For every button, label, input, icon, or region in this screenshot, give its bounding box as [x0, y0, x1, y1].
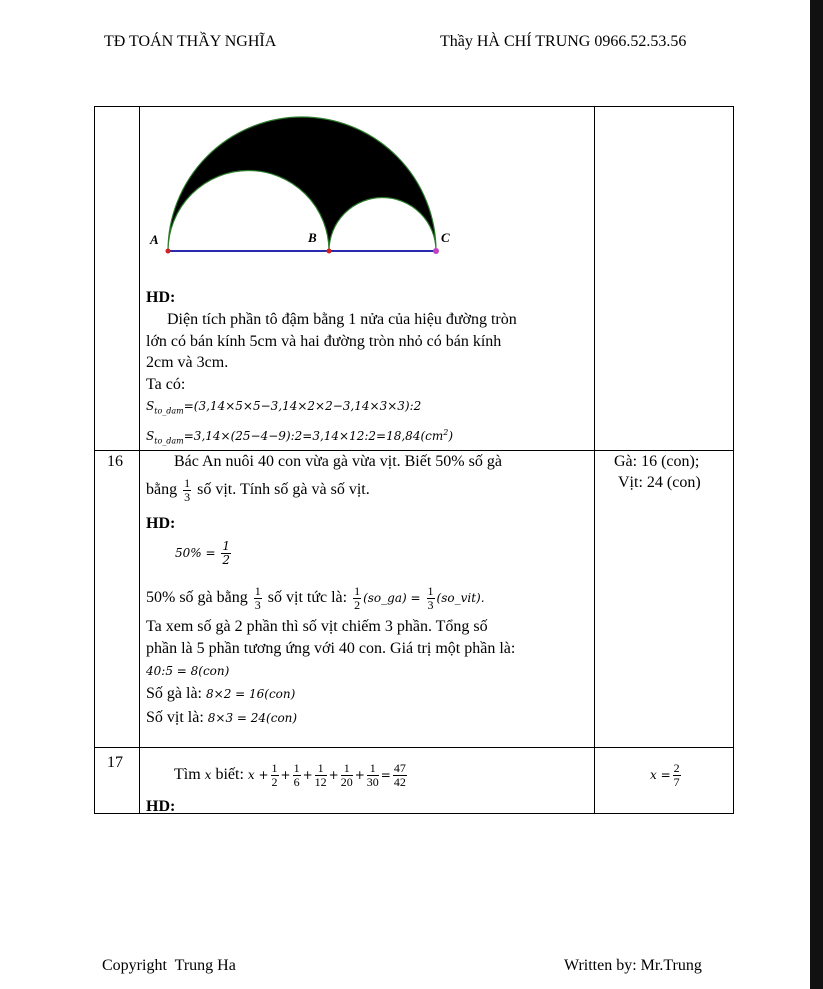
eq2-exponent: 2 [443, 428, 449, 437]
column-divider [139, 107, 140, 813]
answer-16-line1: Gà: 16 (con); [614, 453, 700, 470]
s-subscript: to_dam [154, 406, 184, 416]
p16-line3: Ta xem số gà 2 phần thì số vịt chiếm 3 phần. Tổng số [146, 618, 488, 635]
problem-number-17: 17 [107, 754, 123, 771]
p16-line1: Bác An nuôi 40 con vừa gà vừa vịt. Biết 50% số gà [174, 453, 502, 470]
fraction: $\frac{1}{30}$ [366, 761, 379, 789]
fraction: $\frac{1}{2}$ [271, 761, 278, 789]
p16-line2 [146, 477, 370, 504]
p15-line1: Diện tích phần tô đậm bằng 1 nửa của hiệu đường tròn [167, 311, 517, 328]
row-divider [95, 747, 733, 748]
sol1-b: số vịt tức là: [267, 589, 348, 607]
p17-question: Tìm x biết: x + $\frac{1}{2}$ + $\frac{1}{6}$ + $\frac{1}{12}$ + $\frac{1}{20}$ + $\frac{1}{30}$ = $\frac{47}{42}$ [174, 761, 406, 789]
p16-line2-a: bằng [146, 481, 178, 499]
answer-16-line2: Vịt: 24 (con) [618, 474, 701, 491]
p16-line5: 40:5 = 8(con) [146, 664, 230, 678]
sol1-c: (so_ga) = [363, 591, 421, 606]
footer-left: Copyright Trung Ha [102, 957, 236, 974]
p15-eq1 [146, 396, 421, 421]
fraction-one-half: $\frac{1}{2}$ [354, 584, 361, 612]
hd-label: HD: [146, 515, 176, 532]
hd-label: HD: [146, 289, 176, 306]
eq2-close: ) [448, 429, 454, 443]
p16-line6 [146, 684, 295, 704]
p16-line2-b: số vịt. Tính số gà và số vịt. [197, 481, 370, 499]
problem-number-16: 16 [107, 453, 123, 470]
fraction: $\frac{1}{6}$ [293, 761, 300, 789]
label-c: C [441, 230, 450, 245]
s-subscript: to_dam [154, 436, 184, 446]
p16-line7 [146, 708, 297, 728]
answer-17-start: x = [650, 768, 671, 783]
point-b [327, 249, 332, 254]
hd-label: HD: [146, 798, 176, 815]
sol1-a: 50% số gà bằng [146, 589, 248, 607]
eq2-text: =3,14×(25−4−9):2=3,14×12:2=18,84(cm [183, 429, 444, 443]
semicircle-figure [145, 115, 455, 263]
header-left: TĐ TOÁN THẦY NGHĨA [104, 33, 277, 50]
label-b: B [308, 230, 317, 245]
percent-text: 50% = [175, 546, 216, 560]
line6-b: 8×2 = 16(con) [206, 687, 296, 701]
fraction-one-third: $\frac{1}{3}$ [184, 476, 191, 504]
header-right: Thầy HÀ CHÍ TRUNG 0966.52.53.56 [440, 33, 687, 50]
fraction: $\frac{1}{12}$ [314, 761, 327, 789]
solution-table [94, 106, 734, 814]
shaded-region [168, 117, 436, 251]
line7-a: Số vịt là: [146, 709, 204, 726]
p17-expr-start: x + [247, 768, 269, 783]
fraction-one-half: $\frac{1}{2}$ [222, 539, 231, 567]
sol1-d: (so_vit). [436, 591, 485, 606]
p16-sol1 [146, 585, 485, 612]
fraction: $\frac{1}{20}$ [340, 761, 353, 789]
footer-right: Written by: Mr.Trung [564, 957, 702, 974]
p15-line2: lớn có bán kính 5cm và hai đường tròn nhỏ có bán kính [146, 333, 502, 350]
p17-text-b: biết: [215, 766, 244, 784]
p17-text-a: Tìm [174, 766, 201, 784]
fraction-one-third: $\frac{1}{3}$ [427, 584, 434, 612]
s-symbol: S [146, 429, 155, 443]
line7-b: 8×3 = 24(con) [207, 711, 298, 725]
fraction-two-sevenths: $\frac{2}{7}$ [673, 761, 680, 789]
p15-taco: Ta có: [146, 376, 186, 393]
p16-percent-eq [175, 540, 233, 567]
p15-eq2 [146, 423, 453, 451]
eq1-text: =(3,14×5×5−3,14×2×2−3,14×3×3):2 [183, 399, 422, 413]
s-symbol: S [146, 399, 155, 413]
p16-line4: phần là 5 phần tương ứng với 40 con. Giá trị một phần là: [146, 640, 516, 657]
p15-line3: 2cm và 3cm. [146, 354, 229, 371]
line6-a: Số gà là: [146, 685, 202, 702]
fraction-one-third: $\frac{1}{3}$ [254, 584, 261, 612]
fraction: $\frac{47}{42}$ [393, 761, 406, 789]
point-c [433, 248, 439, 254]
label-a: A [150, 232, 159, 247]
answer-17 [650, 762, 683, 789]
column-divider [594, 107, 595, 813]
point-a [166, 249, 171, 254]
p17-var: x [204, 768, 212, 783]
screen-edge [810, 0, 823, 989]
